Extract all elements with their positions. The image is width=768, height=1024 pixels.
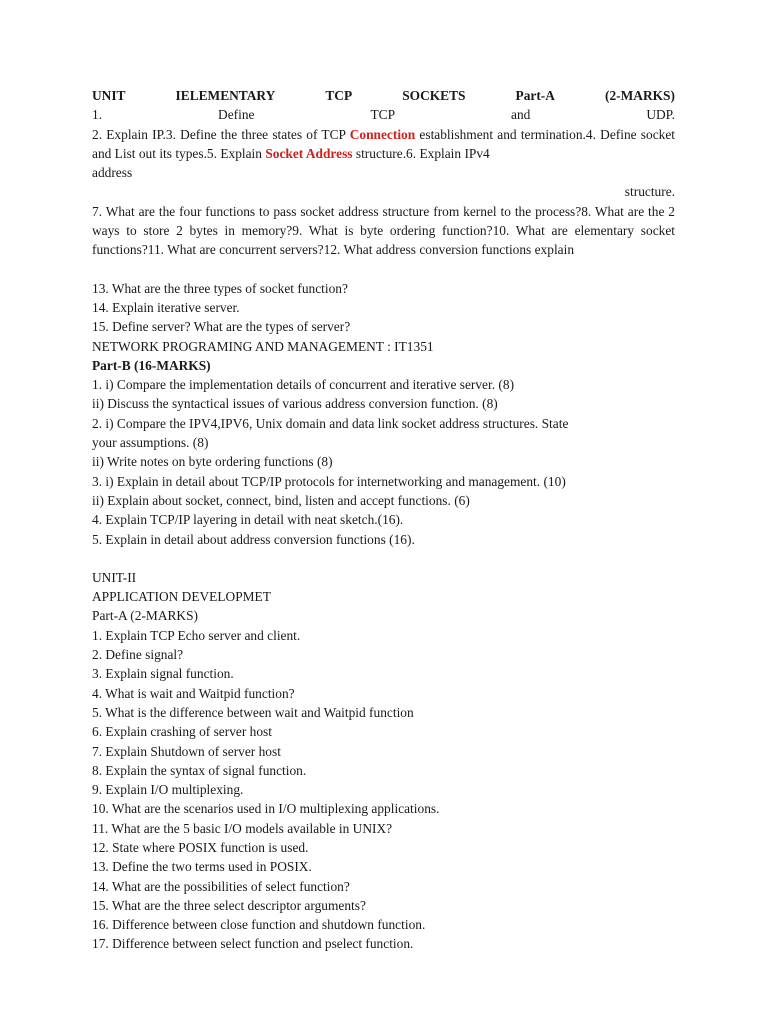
unit2-question: 11. What are the 5 basic I/O models available in UNIX? (92, 820, 393, 836)
header-word: TCP (325, 88, 353, 103)
unit2-subtitle: APPLICATION DEVELOPMET (92, 589, 271, 605)
partb-item: your assumptions. (8) (92, 435, 209, 451)
partb-item: 4. Explain TCP/IP layering in detail with neat sketch.(16). (92, 512, 404, 528)
parta-paragraph-2: 7. What are the four functions to pass socket address structure from kernel to the process?8. What are the 2 ways to store 2 bytes in memory?9. What is byte ordering function?10. What are elementary socket functions?11. What are concurrent servers?12. What address conversion functions explain (92, 203, 675, 258)
partb-item: 1. i) Compare the implementation details of concurrent and iterative server. (8) (92, 377, 515, 393)
header-word: IELEMENTARY (175, 88, 276, 103)
highlight-socket-address: Socket Address (265, 145, 353, 161)
partb-item: ii) Discuss the syntactical issues of various address conversion function. (8) (92, 396, 498, 412)
header-word: Part-A (515, 88, 555, 103)
unit2-question: 15. What are the three select descriptor arguments? (92, 897, 366, 913)
unit2-question: 10. What are the scenarios used in I/O multiplexing applications. (92, 801, 440, 817)
unit2-question: 14. What are the possibilities of select function? (92, 878, 350, 894)
spacer (92, 549, 675, 568)
unit2-question: 1. Explain TCP Echo server and client. (92, 627, 301, 643)
question-15: 15. Define server? What are the types of server? (92, 319, 351, 335)
partb-item: ii) Write notes on byte ordering functions (8) (92, 454, 333, 470)
define-word: TCP (370, 107, 396, 123)
unit2-question: 6. Explain crashing of server host (92, 724, 272, 740)
partb-item: 2. i) Compare the IPV4,IPV6, Unix domain and data link socket address structures. State (92, 415, 569, 431)
partb-item: ii) Explain about socket, connect, bind, listen and accept functions. (6) (92, 492, 470, 508)
parta-paragraph-1 (92, 125, 675, 164)
paragraph-text: structure.6. Explain IPv4 (352, 145, 490, 161)
unit2-question: 9. Explain I/O multiplexing. (92, 782, 244, 798)
highlight-connection: Connection (349, 126, 416, 142)
define-word: UDP. (646, 107, 675, 123)
unit2-parta-title: Part-A (2-MARKS) (92, 608, 199, 624)
define-tcp-udp-line (92, 105, 675, 124)
unit2-question: 7. Explain Shutdown of server host (92, 743, 281, 759)
document-page (92, 86, 675, 954)
define-word: and (511, 107, 531, 123)
header-word: UNIT (92, 88, 126, 103)
spacer (92, 260, 675, 279)
paragraph-structure-line: structure. (624, 184, 675, 200)
unit2-question: 12. State where POSIX function is used. (92, 839, 309, 855)
partb-title: Part-B (16-MARKS) (92, 357, 211, 373)
partb-item: 3. i) Explain in detail about TCP/IP protocols for internetworking and management. (10) (92, 473, 566, 489)
unit2-question: 5. What is the difference between wait and Waitpid function (92, 704, 414, 720)
unit2-question: 16. Difference between close function and shutdown function. (92, 917, 426, 933)
paragraph-text: establishment and termination.4. Define socket and List out its types.5. Explain (92, 126, 676, 161)
question-13: 13. What are the three types of socket function? (92, 280, 348, 296)
header-word: SOCKETS (402, 88, 466, 103)
unit2-question: 13. Define the two terms used in POSIX. (92, 859, 312, 875)
unit2-question: 4. What is wait and Waitpid function? (92, 685, 295, 701)
unit2-question: 3. Explain signal function. (92, 666, 234, 682)
unit2-question: 17. Difference between select function and pselect function. (92, 936, 414, 952)
question-14: 14. Explain iterative server. (92, 299, 240, 315)
unit1-header (92, 86, 675, 105)
paragraph-address-line: address (92, 165, 133, 181)
header-word: (2-MARKS) (605, 88, 675, 103)
course-title: NETWORK PROGRAMING AND MANAGEMENT : IT1351 (92, 338, 434, 354)
partb-item: 5. Explain in detail about address conversion functions (16). (92, 531, 415, 547)
paragraph-text: 2. Explain IP.3. Define the three states of TCP (92, 126, 350, 142)
unit2-question: 8. Explain the syntax of signal function. (92, 762, 307, 778)
define-word: 1. (92, 107, 103, 123)
unit2-question: 2. Define signal? (92, 647, 184, 663)
define-word: Define (218, 107, 255, 123)
unit2-title: UNIT-II (92, 569, 137, 585)
